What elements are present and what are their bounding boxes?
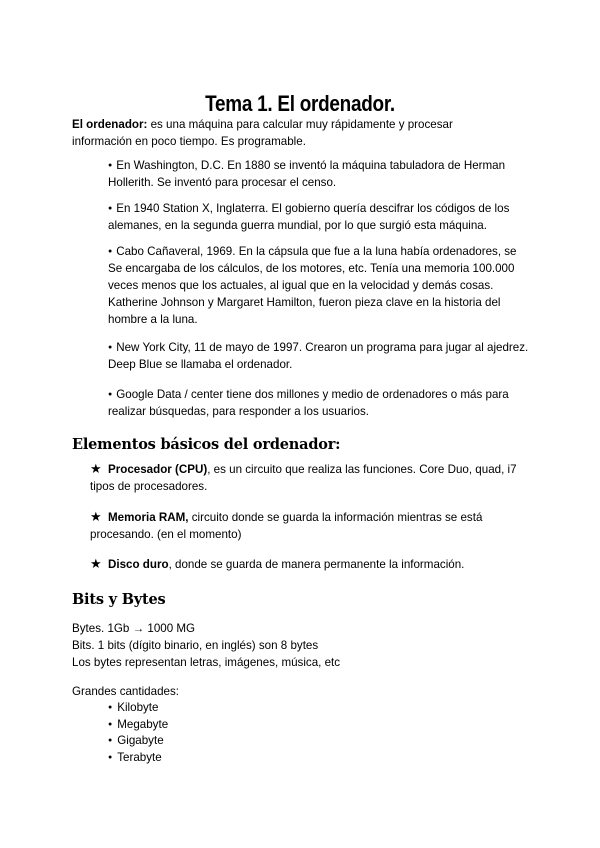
bits-line: Bytes. 1Gb → 1000 MG	[72, 622, 196, 635]
element-term: Procesador (CPU)	[108, 463, 208, 476]
history-bullet-4: ● New York City, 11 de mayo de 1997. Crearon un programa para jugar al ajedrez. Deep Blue se llamaba el ordenador.	[108, 339, 533, 373]
element-text: , donde se guarda de manera permanente la información.	[168, 558, 465, 571]
element-term: Memoria RAM,	[108, 511, 189, 524]
star-icon: ★	[90, 509, 102, 524]
star-icon: ★	[90, 556, 102, 571]
bits-block	[72, 620, 340, 671]
element-item-cpu	[90, 460, 530, 495]
history-bullet-3: ● Cabo Cañaveral, 1969. En la cápsula que fue a la luna había ordenadores, se Se encargaba de los cálculos, de los motores, etc. Tenía una memoria 100.000 veces menos que los actuales, al igual que en la velocidad y demás cosas. Katherine Johnson y Margaret Hamilton, fueron pieza clave en la historia del hombre a la luna.	[108, 243, 533, 328]
list-item: ● Gigabyte	[108, 733, 168, 750]
history-bullet-2: ● En 1940 Station X, Inglaterra. El gobierno quería descifrar los códigos de los alemanes, en la segunda guerra mundial, por lo que surgió esta máquina.	[108, 200, 533, 234]
element-term: Disco duro	[108, 558, 169, 571]
bits-heading: Bits y Bytes	[72, 591, 166, 608]
list-item: ● Kilobyte	[108, 700, 168, 717]
quantities-label: Grandes cantidades:	[72, 685, 179, 698]
page-title: Tema 1. El ordenador.	[205, 90, 395, 116]
star-icon: ★	[90, 461, 102, 476]
element-item-disk	[90, 555, 530, 573]
intro-term: El ordenador:	[72, 118, 148, 131]
list-item: ● Megabyte	[108, 717, 168, 734]
list-item: ● Terabyte	[108, 750, 168, 767]
element-item-ram	[90, 508, 530, 543]
quantities-list	[108, 700, 168, 766]
element-text: , es un circuito que realiza las funciones. Core Duo, quad, i7 tipos de procesadores.	[90, 463, 517, 493]
history-bullet-5: ● Google Data / center tiene dos millones y medio de ordenadores o más para realizar búsquedas, para responder a los usuarios.	[108, 386, 533, 420]
intro-paragraph	[72, 116, 512, 150]
element-text: circuito donde se guarda la información mientras se está procesando. (en el momento)	[90, 511, 483, 541]
elements-heading: Elementos básicos del ordenador:	[72, 436, 341, 453]
history-bullet-1: ● En Washington, D.C. En 1880 se inventó la máquina tabuladora de Herman Hollerith. Se inventó para procesar el censo.	[108, 157, 533, 191]
bits-line: Bits. 1 bits (dígito binario, en inglés) son 8 bytes	[72, 639, 319, 652]
intro-text: es una máquina para calcular muy rápidamente y procesar información en poco tiempo. Es programable.	[72, 118, 453, 148]
bits-line: Los bytes representan letras, imágenes, música, etc	[72, 656, 341, 669]
